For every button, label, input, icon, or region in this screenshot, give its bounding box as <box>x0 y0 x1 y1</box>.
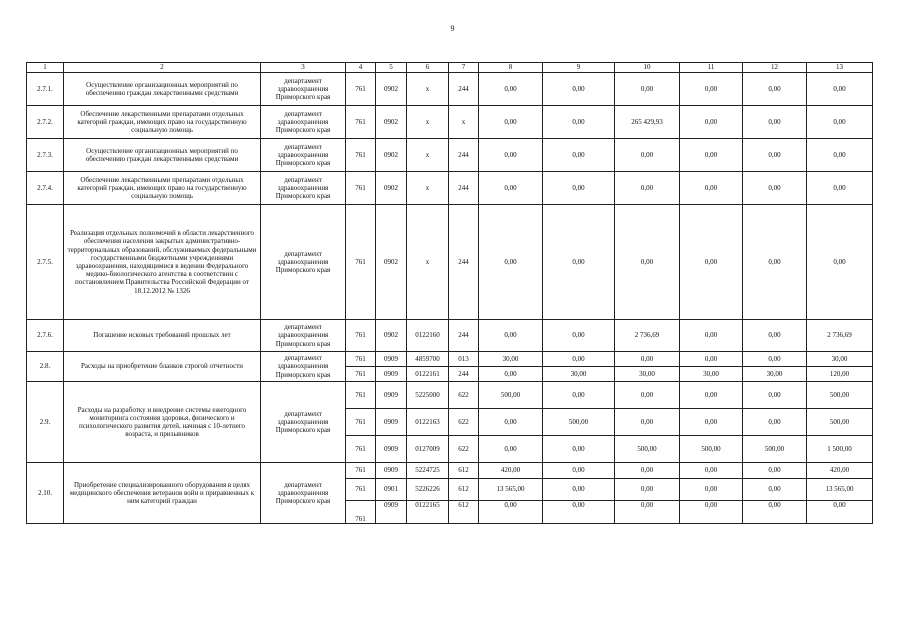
cell-v10: 0,00 <box>615 501 680 524</box>
cell-v9: 0,00 <box>543 106 615 139</box>
cell-c7: 244 <box>449 172 479 205</box>
cell-v11: 500,00 <box>680 436 743 463</box>
cell-c4: 761 <box>346 367 376 382</box>
row-description: Осуществление организационных мероприятий по обеспечению граждан лекарственными средствами <box>64 73 261 106</box>
cell-v8: 0,00 <box>479 436 543 463</box>
cell-c6: 4859700 <box>407 352 449 367</box>
table-row <box>27 205 873 320</box>
cell-c6: 0122163 <box>407 409 449 436</box>
cell-c6: x <box>407 139 449 172</box>
cell-v10: 0,00 <box>615 73 680 106</box>
cell-v13: 500,00 <box>807 409 873 436</box>
header-cell: 11 <box>680 63 743 73</box>
cell-v8: 0,00 <box>479 205 543 320</box>
cell-c5: 0902 <box>376 320 407 352</box>
row-department: департамент здравоохранения Приморского края <box>261 172 346 205</box>
cell-v11: 0,00 <box>680 479 743 501</box>
header-cell: 9 <box>543 63 615 73</box>
cell-v11: 0,00 <box>680 205 743 320</box>
cell-v8: 420,00 <box>479 463 543 479</box>
cell-c6: x <box>407 172 449 205</box>
header-cell: 6 <box>407 63 449 73</box>
cell-v10: 2 736,69 <box>615 320 680 352</box>
header-cell: 8 <box>479 63 543 73</box>
cell-c5: 0902 <box>376 172 407 205</box>
header-cell: 2 <box>64 63 261 73</box>
cell-v11: 0,00 <box>680 352 743 367</box>
cell-c7: 612 <box>449 501 479 524</box>
cell-v12: 0,00 <box>743 205 807 320</box>
header-cell: 3 <box>261 63 346 73</box>
table-row <box>27 106 873 139</box>
cell-v8: 0,00 <box>479 106 543 139</box>
row-department: департамент здравоохранения Приморского края <box>261 73 346 106</box>
cell-c6: 0127009 <box>407 436 449 463</box>
cell-v11: 0,00 <box>680 320 743 352</box>
cell-v8: 0,00 <box>479 172 543 205</box>
cell-c5: 0902 <box>376 205 407 320</box>
cell-c4: 761 <box>346 463 376 479</box>
header-cell: 7 <box>449 63 479 73</box>
cell-v12: 0,00 <box>743 320 807 352</box>
header-cell: 1 <box>27 63 64 73</box>
cell-v9: 0,00 <box>543 501 615 524</box>
cell-c7: x <box>449 106 479 139</box>
row-number: 2.7.4. <box>27 172 64 205</box>
cell-c5: 0909 <box>376 352 407 367</box>
row-number: 2.7.3. <box>27 139 64 172</box>
page-number: 9 <box>450 24 455 33</box>
cell-v10: 0,00 <box>615 205 680 320</box>
cell-v12: 0,00 <box>743 382 807 409</box>
cell-v12: 0,00 <box>743 501 807 524</box>
cell-v11: 30,00 <box>680 367 743 382</box>
table-row <box>27 73 873 106</box>
cell-v8: 13 565,00 <box>479 479 543 501</box>
cell-v8: 0,00 <box>479 409 543 436</box>
cell-v9: 500,00 <box>543 409 615 436</box>
cell-c7: 244 <box>449 205 479 320</box>
cell-v13: 500,00 <box>807 382 873 409</box>
header-cell: 13 <box>807 63 873 73</box>
cell-v8: 0,00 <box>479 367 543 382</box>
cell-v13: 0,00 <box>807 501 873 524</box>
cell-c6: x <box>407 73 449 106</box>
cell-c5: 0909 <box>376 501 407 524</box>
cell-v8: 0,00 <box>479 139 543 172</box>
header-row <box>27 63 873 73</box>
cell-c5: 0902 <box>376 139 407 172</box>
cell-c7: 622 <box>449 409 479 436</box>
row-number: 2.7.2. <box>27 106 64 139</box>
cell-c7: 612 <box>449 463 479 479</box>
cell-v12: 0,00 <box>743 479 807 501</box>
cell-v12: 0,00 <box>743 106 807 139</box>
cell-c4: 761 <box>346 352 376 367</box>
cell-v10: 265 429,93 <box>615 106 680 139</box>
row-department: департамент здравоохранения Приморского края <box>261 106 346 139</box>
cell-v12: 0,00 <box>743 139 807 172</box>
cell-c5: 0909 <box>376 367 407 382</box>
table-row <box>27 172 873 205</box>
row-department: департамент здравоохранения Приморского края <box>261 205 346 320</box>
cell-v11: 0,00 <box>680 172 743 205</box>
table-row <box>27 352 873 367</box>
cell-v13: 1 500,00 <box>807 436 873 463</box>
cell-c6: 5224725 <box>407 463 449 479</box>
cell-c6: 0122160 <box>407 320 449 352</box>
cell-v9: 0,00 <box>543 382 615 409</box>
cell-v13: 0,00 <box>807 106 873 139</box>
row-number: 2.7.5. <box>27 205 64 320</box>
row-department: департамент здравоохранения Приморского края <box>261 320 346 352</box>
cell-c4: 761 <box>346 320 376 352</box>
row-description: Расходы на приобретение бланков строгой отчетности <box>64 352 261 382</box>
cell-v9: 0,00 <box>543 352 615 367</box>
cell-v12: 500,00 <box>743 436 807 463</box>
cell-v9: 0,00 <box>543 436 615 463</box>
cell-c4: 761 <box>346 172 376 205</box>
cell-c4: 761 <box>346 205 376 320</box>
row-description: Осуществление организационных мероприятий по обеспечению граждан лекарственными средствами <box>64 139 261 172</box>
cell-c5: 0902 <box>376 73 407 106</box>
row-description: Приобретение специализированного оборудования в целях медицинского обеспечения ветеранов войн и приравненных к ним категорий граждан <box>64 463 261 524</box>
cell-c4: 761 <box>346 382 376 409</box>
cell-v9: 0,00 <box>543 139 615 172</box>
cell-c7: 622 <box>449 436 479 463</box>
budget-table <box>26 62 873 524</box>
cell-c5: 0909 <box>376 436 407 463</box>
cell-c4: 761 <box>346 106 376 139</box>
cell-v8: 0,00 <box>479 501 543 524</box>
cell-v10: 0,00 <box>615 479 680 501</box>
cell-v13: 120,00 <box>807 367 873 382</box>
cell-v10: 0,00 <box>615 352 680 367</box>
cell-v10: 0,00 <box>615 172 680 205</box>
row-department: департамент здравоохранения Приморского края <box>261 463 346 524</box>
cell-v12: 30,00 <box>743 367 807 382</box>
cell-c6: 5226226 <box>407 479 449 501</box>
cell-v9: 0,00 <box>543 172 615 205</box>
cell-c5: 0901 <box>376 479 407 501</box>
cell-c4: 761 <box>346 436 376 463</box>
cell-c7: 244 <box>449 73 479 106</box>
cell-c6: 0122161 <box>407 367 449 382</box>
cell-c4: 761 <box>346 501 376 524</box>
cell-v11: 0,00 <box>680 106 743 139</box>
cell-v13: 2 736,69 <box>807 320 873 352</box>
cell-c4: 761 <box>346 73 376 106</box>
row-number: 2.7.1. <box>27 73 64 106</box>
cell-v13: 0,00 <box>807 172 873 205</box>
cell-v8: 30,00 <box>479 352 543 367</box>
cell-v13: 13 565,00 <box>807 479 873 501</box>
cell-c7: 244 <box>449 139 479 172</box>
cell-v12: 0,00 <box>743 172 807 205</box>
table-row <box>27 463 873 479</box>
cell-c6: 5225000 <box>407 382 449 409</box>
cell-v13: 0,00 <box>807 73 873 106</box>
row-department: департамент здравоохранения Приморского края <box>261 352 346 382</box>
row-department: департамент здравоохранения Приморского края <box>261 382 346 463</box>
cell-v12: 0,00 <box>743 352 807 367</box>
cell-v11: 0,00 <box>680 139 743 172</box>
row-description: Обеспечение лекарственными препаратами отдельных категорий граждан, имеющих право на государственную социальную помощь <box>64 106 261 139</box>
cell-c4: 761 <box>346 479 376 501</box>
row-number: 2.7.6. <box>27 320 64 352</box>
cell-v11: 0,00 <box>680 73 743 106</box>
row-description: Реализация отдельных полномочий в области лекарственного обеспечения населения закрытых административно-территориальных образований, обслуживаемых федеральными государственными бюджетными учреждениями здравоохранения, находящимися в ведении Федерального медико-биологического агентства в соответствии с постановлением Правительства Российской Федерации от 18.12.2012 № 1326 <box>64 205 261 320</box>
cell-v13: 30,00 <box>807 352 873 367</box>
cell-v12: 0,00 <box>743 463 807 479</box>
cell-v13: 0,00 <box>807 205 873 320</box>
cell-c7: 244 <box>449 367 479 382</box>
cell-c7: 622 <box>449 382 479 409</box>
cell-v10: 30,00 <box>615 367 680 382</box>
cell-v9: 0,00 <box>543 320 615 352</box>
cell-c7: 013 <box>449 352 479 367</box>
header-cell: 4 <box>346 63 376 73</box>
cell-v12: 0,00 <box>743 409 807 436</box>
cell-c4: 761 <box>346 139 376 172</box>
cell-v11: 0,00 <box>680 409 743 436</box>
cell-v8: 0,00 <box>479 320 543 352</box>
cell-c5: 0902 <box>376 106 407 139</box>
row-description: Погашение исковых требований прошлых лет <box>64 320 261 352</box>
cell-v8: 0,00 <box>479 73 543 106</box>
cell-v10: 0,00 <box>615 409 680 436</box>
row-number: 2.10. <box>27 463 64 524</box>
cell-c6: 0122165 <box>407 501 449 524</box>
cell-v9: 0,00 <box>543 479 615 501</box>
cell-v11: 0,00 <box>680 463 743 479</box>
cell-c5: 0909 <box>376 409 407 436</box>
header-cell: 12 <box>743 63 807 73</box>
cell-v13: 420,00 <box>807 463 873 479</box>
cell-c6: x <box>407 106 449 139</box>
cell-v9: 0,00 <box>543 73 615 106</box>
cell-v9: 30,00 <box>543 367 615 382</box>
cell-v13: 0,00 <box>807 139 873 172</box>
cell-v9: 0,00 <box>543 205 615 320</box>
header-cell: 5 <box>376 63 407 73</box>
cell-v10: 0,00 <box>615 382 680 409</box>
row-number: 2.9. <box>27 382 64 463</box>
row-department: департамент здравоохранения Приморского края <box>261 139 346 172</box>
cell-c5: 0909 <box>376 382 407 409</box>
cell-v10: 0,00 <box>615 463 680 479</box>
cell-v11: 0,00 <box>680 382 743 409</box>
header-cell: 10 <box>615 63 680 73</box>
cell-v12: 0,00 <box>743 73 807 106</box>
cell-c6: x <box>407 205 449 320</box>
cell-v11: 0,00 <box>680 501 743 524</box>
cell-c4: 761 <box>346 409 376 436</box>
row-description: Обеспечение лекарственными препаратами отдельных категорий граждан, имеющих право на государственную социальную помощь <box>64 172 261 205</box>
cell-c5: 0909 <box>376 463 407 479</box>
cell-v10: 0,00 <box>615 139 680 172</box>
row-number: 2.8. <box>27 352 64 382</box>
cell-c7: 244 <box>449 320 479 352</box>
cell-c7: 612 <box>449 479 479 501</box>
cell-v10: 500,00 <box>615 436 680 463</box>
row-description: Расходы на разработку и внедрение системы ежегодного мониторинга состояния здоровья, физического и психологического развития детей, начиная с 10-летнего возраста, и призывников <box>64 382 261 463</box>
cell-v8: 500,00 <box>479 382 543 409</box>
table-row <box>27 320 873 352</box>
table-row <box>27 139 873 172</box>
cell-v9: 0,00 <box>543 463 615 479</box>
table-row <box>27 382 873 409</box>
